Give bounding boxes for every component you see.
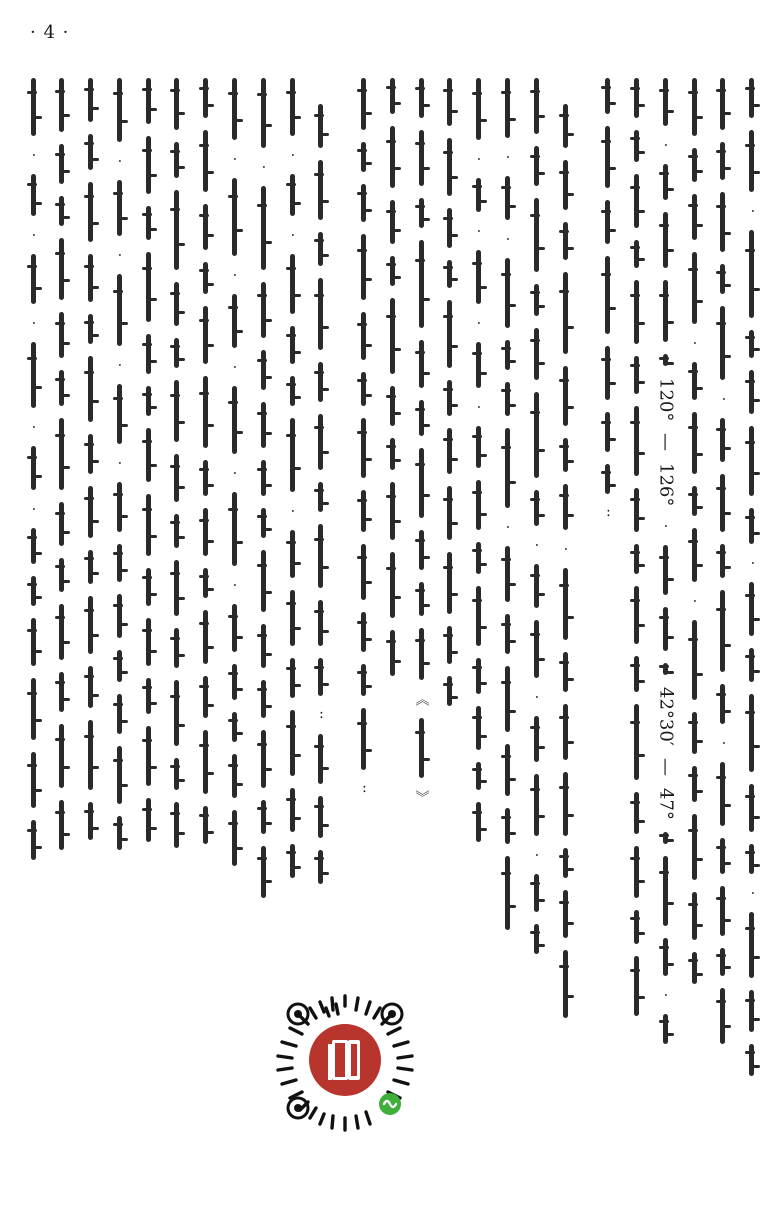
page-number: · 4 ·	[30, 22, 70, 43]
text-column-15: ··	[308, 78, 334, 1213]
longitude-end: 126°	[655, 463, 677, 507]
latitude-start: 42°30′	[655, 686, 677, 746]
text-column-6-paragraph-end: ··	[595, 78, 621, 1213]
text-column-18: · · · · ·	[221, 78, 247, 1213]
text-column-16: · · ·	[279, 78, 305, 1213]
text-column-24	[49, 78, 75, 1213]
range-dash: —	[655, 433, 677, 452]
text-column-14-paragraph-end: ··	[351, 78, 377, 1213]
latitude-end: 47°	[655, 787, 677, 820]
text-column-19	[193, 78, 219, 1213]
text-column-5	[624, 78, 650, 1213]
text-column-12: 《 》	[408, 78, 434, 1213]
range-dash: —	[655, 757, 677, 776]
text-column-22: · · · ·	[106, 78, 132, 1213]
text-column-11	[437, 78, 463, 1213]
book-logo-icon	[328, 1040, 360, 1080]
text-column-2: · ·	[710, 78, 736, 1213]
qr-code-graphic	[270, 988, 420, 1138]
text-column-21	[135, 78, 161, 1213]
text-column-3: · ·	[681, 78, 707, 1213]
text-column-17: ·	[250, 78, 276, 1213]
text-column-20	[164, 78, 190, 1213]
text-column-23	[78, 78, 104, 1213]
qr-code[interactable]	[270, 988, 420, 1138]
text-column-10: · · · ·	[466, 78, 492, 1213]
text-column-7: ·	[552, 78, 578, 1213]
text-column-8: · · ·	[523, 78, 549, 1213]
text-column-9: · · ·	[495, 78, 521, 1213]
text-column-4-coordinates: · 120° — 126° · 42°30′ — 47° ·	[652, 78, 678, 1213]
text-column-1: · · ·	[739, 78, 765, 1213]
longitude-start: 120°	[655, 378, 677, 422]
text-column-25: · · · · ·	[20, 78, 46, 1213]
